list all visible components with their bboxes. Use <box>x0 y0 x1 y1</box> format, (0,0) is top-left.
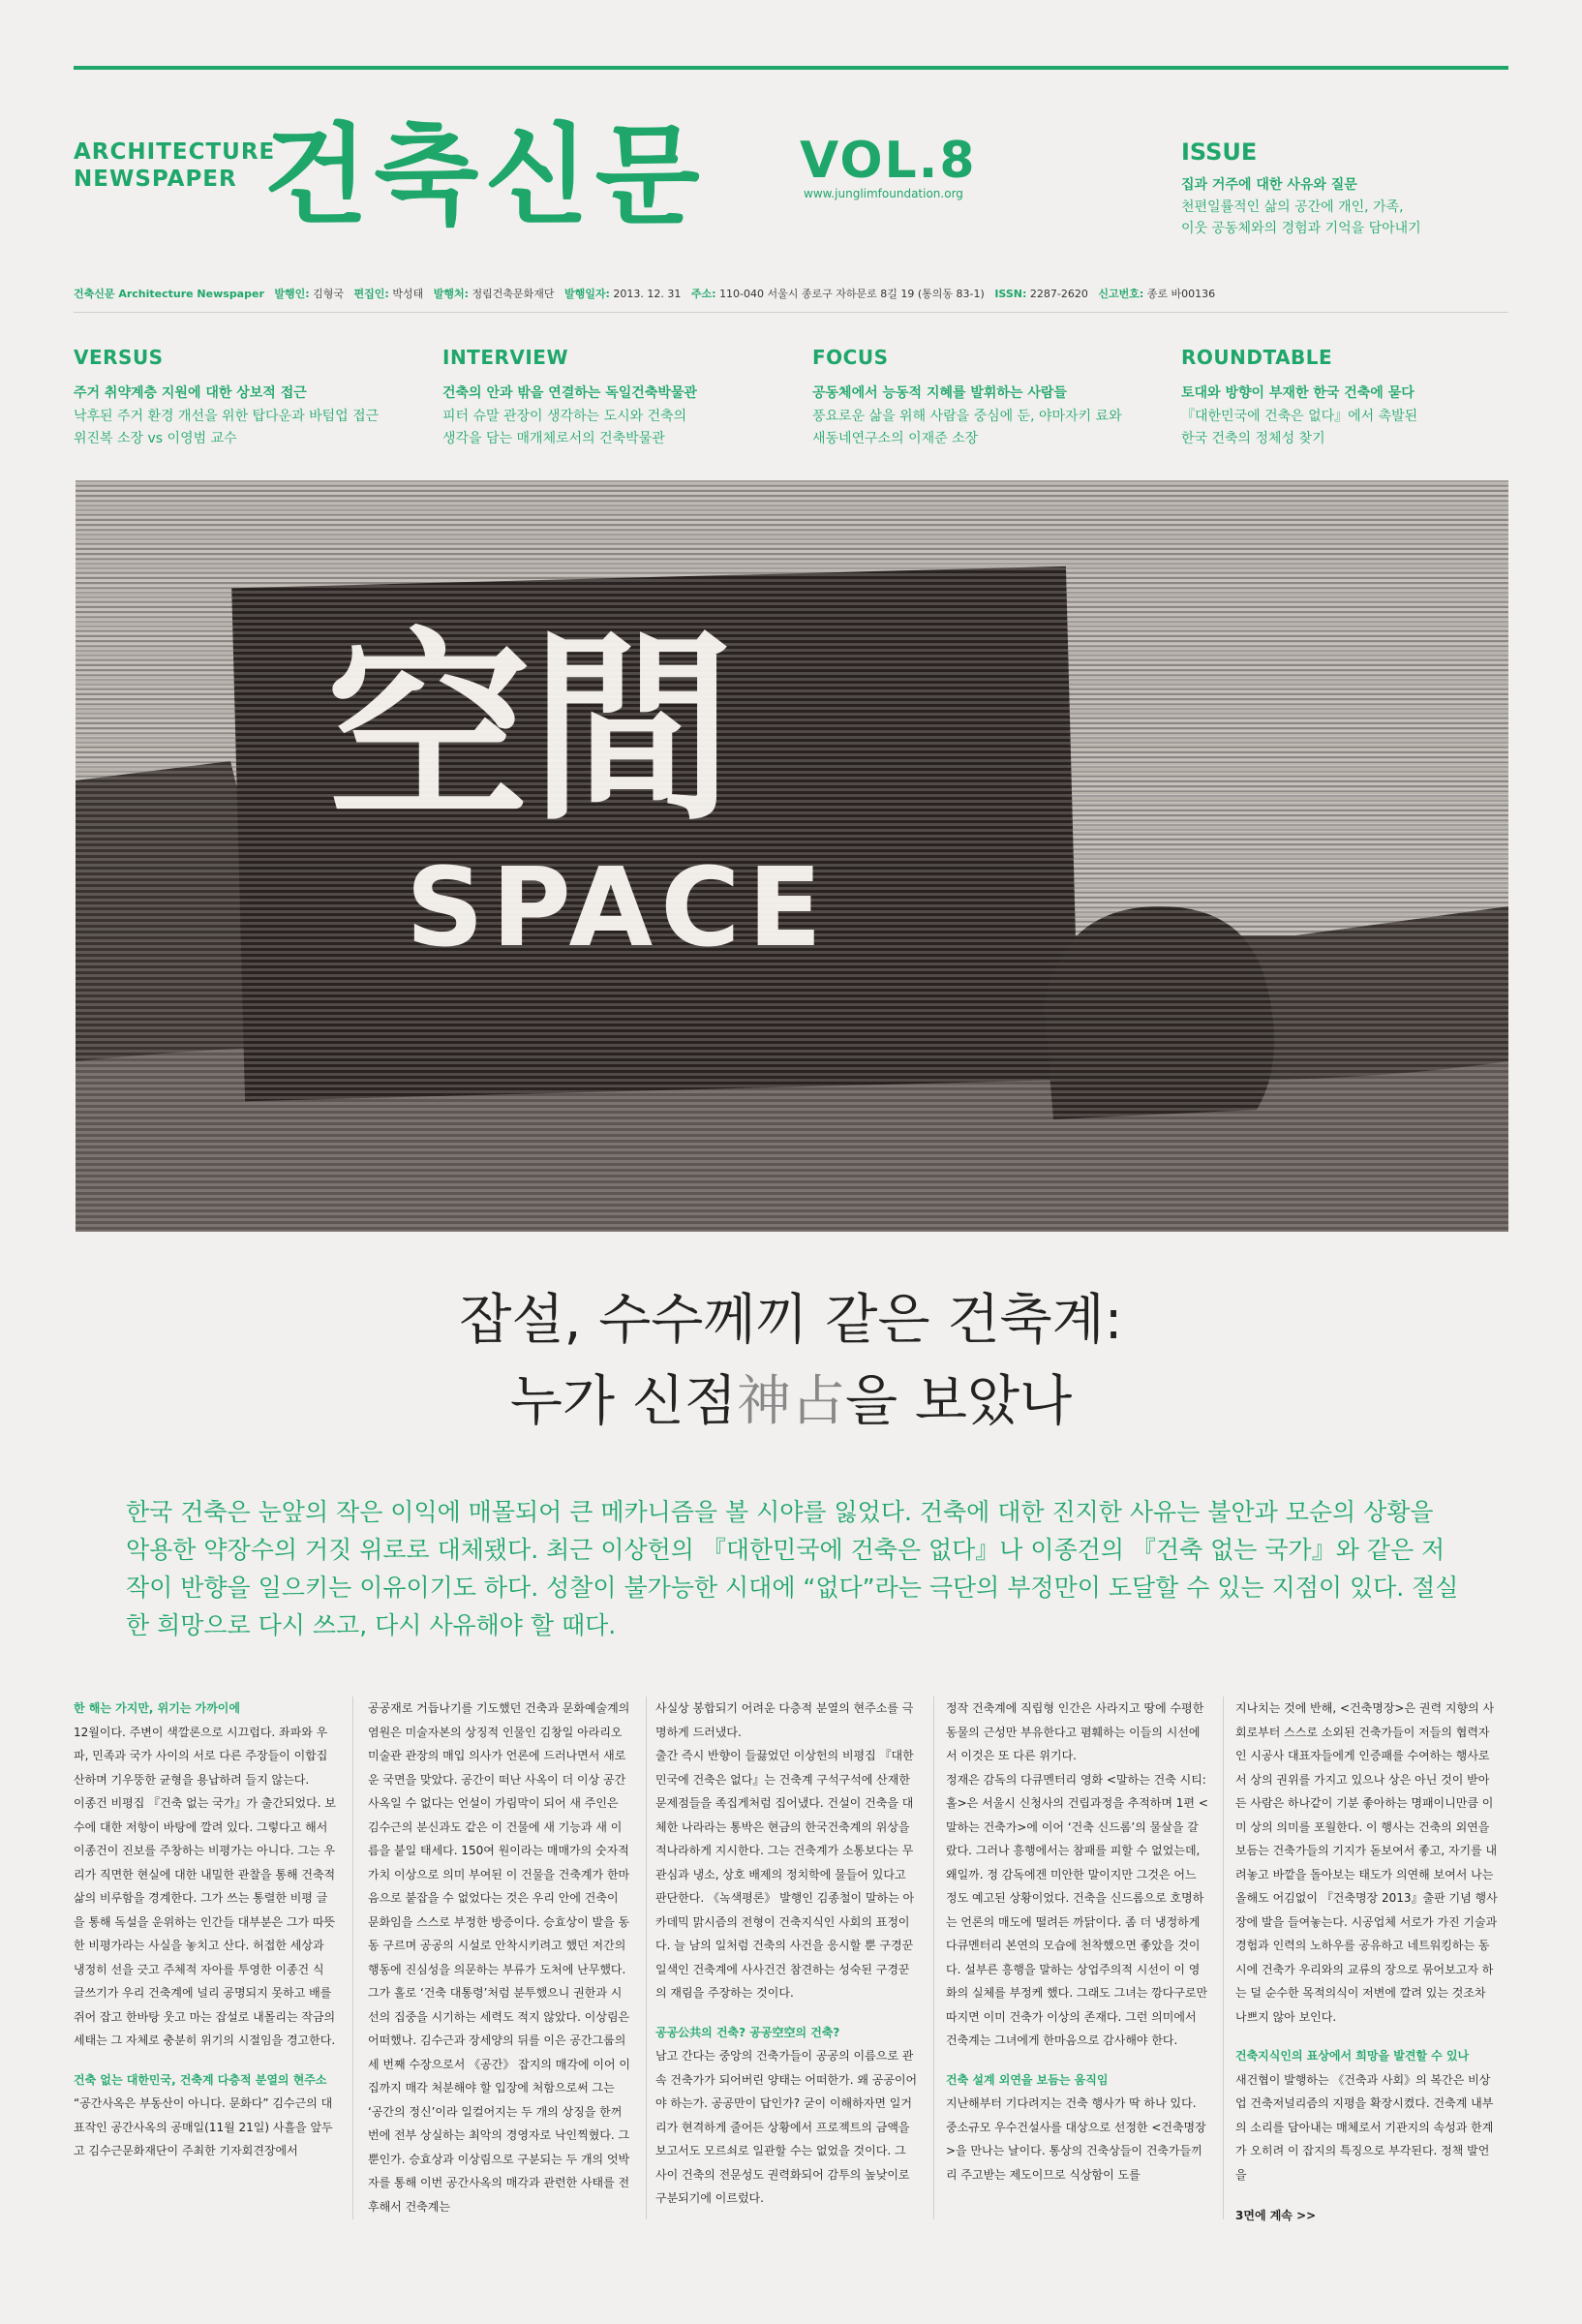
editor: 박성태 <box>392 288 424 300</box>
publisher: 김형국 <box>313 288 345 300</box>
date-label: 발행일자: <box>564 288 610 300</box>
section-headline: 주거 취약계층 지원에 대한 상보적 접근 <box>74 385 307 401</box>
column-subhead: 건축지식인의 표상에서 희망을 발견할 수 있나 <box>1235 2049 1470 2063</box>
masthead-info <box>74 286 1215 301</box>
section-body <box>1181 406 1520 450</box>
top-rule <box>74 66 1508 70</box>
headline-hanja: 神占 <box>737 1370 845 1433</box>
section-label: INTERVIEW <box>442 346 569 369</box>
headline-line2-start: 누가 신점 <box>509 1370 737 1433</box>
section-focus[interactable] <box>812 346 1151 450</box>
brand-english-line2: NEWSPAPER <box>74 167 237 192</box>
section-body <box>812 406 1151 450</box>
column-divider <box>1223 1697 1224 2219</box>
issuer: 정림건축문화재단 <box>472 288 555 300</box>
section-headline: 건축의 안과 밖을 연결하는 독일건축박물관 <box>442 385 697 401</box>
column-subhead: 한 해는 가지만, 위기는 가까이에 <box>74 1701 240 1715</box>
column-divider <box>646 1697 647 2219</box>
brand-korean-title: 건축신문 <box>263 113 706 239</box>
column-paragraph: 이종건 비평집 『건축 없는 국가』가 출간되었다. 보수에 대한 저항이 바탕에 깔려 있다. 그렇다고 해서 이종건이 진보를 주창하는 비평가는 아니다. 그는 우리가 직면한 현실에 대한 내밀한 관찰을 통해 건축적 삶의 비루함을 경계한다. 그가 쓰는 통렬한 비평 글을 통해 독설을 운위하는 인간들 대부분은 그가 따뜻한 비평가라는 사실을 놓치고 산다. 허접한 세상과 냉정히 선을 긋고 주체적 자아를 투영한 이종건 식 글쓰기가 우리 건축계에 널리 공명되지 못하고 배를 쥐어 잡고 한바탕 웃고 마는 잡설로 내몰리는 작금의 세태는 그 자체로 충분히 위기의 시절임을 경고한다. <box>74 1796 336 2047</box>
main-headline <box>0 1280 1582 1443</box>
issue-body-line2: 이웃 공동체와의 경험과 기억을 담아내기 <box>1181 221 1421 236</box>
column-paragraph: 출간 즉시 반향이 들끓었던 이상헌의 비평집 『대한민국에 건축은 없다』는 건축계 구석구석에 산재한 문제점들을 족집게처럼 집어냈다. 건설이 건축을 대체한 나라라는 통박은 현금의 한국건축계의 위상을 적나라하게 지시한다. 그는 건축계가 소통보다는 무관심과 냉소, 상호 배제의 정치학에 물들어 있다고 판단한다. 《녹색평론》 발행인 김종철이 말하는 아카데믹 맑시즘의 전형이 건축지식인 사회의 표정이다. 늘 남의 일처럼 건축의 사건을 응시할 뿐 구경꾼 일색인 건축계에 사사건건 참견하는 성숙된 구경꾼의 재림을 주장하는 것이다. <box>655 1749 915 2000</box>
section-label: VERSUS <box>74 346 164 369</box>
headline-line1: 잡설, 수수께끼 같은 건축계: <box>459 1289 1123 1352</box>
section-label: ROUNDTABLE <box>1181 346 1333 369</box>
body-column-2 <box>368 1697 631 2218</box>
column-paragraph: 12월이다. 주변이 색깔론으로 시끄럽다. 좌파와 우파, 민족과 국가 사이의 서로 다른 주장들이 이합집산하며 기우뚱한 균형을 용납하려 들지 않는다. <box>74 1725 328 1787</box>
section-body-line: 풍요로운 삶을 위해 사람을 중심에 둔, 야마자키 료와 <box>812 409 1122 424</box>
masthead-divider <box>74 312 1508 313</box>
column-paragraph: 공공재로 거듭나기를 기도했던 건축과 문화예술계의 염원은 미술자본의 상징적 인물인 김창일 아라리오 미술관 관장의 매입 의사가 언론에 드러나면서 새로운 국면을 맞았다. 공간이 떠난 사옥이 더 이상 공간사옥일 수 없다는 언설이 가림막이 되어 새 주인은 김수근의 분신과도 같은 이 건물에 새 기능과 새 이름을 붙일 태세다. 150여 원이라는 매매가의 숫자적 가치 이상으로 의미 부여된 이 건물을 건축계가 한마음으로 붙잡을 수 없었다는 것은 우리 안에 건축이 문화임을 스스로 부정한 방증이다. 승효상이 발을 동동 구르며 공공의 시설로 안착시키려고 했던 저간의 행동에 진심성을 의문하는 부류가 도처에 난무했다. 그가 홀로 ‘건축 대통령’처럼 분투했으니 권한과 시선의 집중을 시기하는 세력도 적지 않았다. 이상림은 어떠했나. 김수근과 장세양의 뒤를 이은 공간그룹의 세 번째 수장으로서 《공간》 잡지의 매각에 이어 이 집까지 매각 처분해야 할 입장에 처함으로써 그는 ‘공간의 정신’이라 일컬어지는 두 개의 상징을 한꺼번에 전부 상실하는 최악의 경영자로 낙인찍혔다. 그뿐인가. 승효상과 이상림으로 구분되는 두 개의 엇박자를 통해 이번 공간사옥의 매각과 관련한 사태를 전후해서 건축계는 <box>368 1701 630 2214</box>
section-body-line: 『대한민국에 건축은 없다』에서 촉발된 <box>1181 409 1418 424</box>
column-subhead: 공공公共의 건축? 공공空空의 건축? <box>655 2025 840 2039</box>
section-body <box>74 406 412 450</box>
brand-english <box>74 138 275 193</box>
section-body-line: 한국 건축의 정체성 찾기 <box>1181 431 1325 446</box>
section-interview[interactable] <box>442 346 781 450</box>
column-divider <box>933 1697 934 2219</box>
body-column-5 <box>1235 1697 1499 2228</box>
column-subhead: 건축 없는 대한민국, 건축계 다층적 분열의 현주소 <box>74 2072 327 2087</box>
cover-photo <box>76 480 1508 1232</box>
column-paragraph: 새건협이 발행하는 《건축과 사회》의 복간은 비상업 건축저널리즘의 지평을 확장시켰다. 건축계 내부의 소리를 담아내는 매체로서 기관지의 속성과 한계가 오히려 이 잡지의 특징으로 부각된다. 정책 발언을 <box>1235 2072 1494 2182</box>
volume-number: VOL.8 <box>800 132 977 190</box>
column-paragraph: “공간사옥은 부동산이 아니다. 문화다” 김수근의 대표작인 공간사옥의 공매일(11월 21일) 사흘을 앞두고 김수근문화재단이 주최한 기자회견장에서 <box>74 2096 333 2157</box>
section-headline: 토대와 방향이 부재한 한국 건축에 묻다 <box>1181 385 1415 401</box>
body-column-3 <box>655 1697 919 2211</box>
publisher-label: 발행인: <box>274 288 310 300</box>
column-paragraph: 지나치는 것에 반해, <건축명장>은 권력 지향의 사회로부터 스스로 소외된 건축가들이 저들의 협력자인 시공사 대표자들에게 인증패를 수여하는 행사로서 상의 권위를 가지고 있으나 상은 아닌 것이 받아든 사람은 하나같이 기분 좋아하는 명패이니만큼 이미 상의 의미를 포월한다. 이 행사는 건축의 외연을 보듬는 건축가들의 기지가 돋보여서 좋고, 자기를 내려놓고 바깥을 돌아보는 태도가 의연해 보여서 나는 올해도 어김없이 『건축명장 2013』출판 기념 행사장에 발을 들여놓는다. 시공업체 서로가 가진 기술과 경험과 인력의 노하우를 공유하고 네트워킹하는 동시에 건축가 우리와의 교류의 장으로 묶어보고자 하는 덜 순수한 목적의식이 저변에 깔려 있는 것조차 나쁘지 않아 보인다. <box>1235 1701 1498 2024</box>
continued-link[interactable]: 3면에 계속 >> <box>1235 2209 1317 2222</box>
issue-body-line1: 천편일률적인 삶의 공간에 개인, 가족, <box>1181 199 1404 215</box>
headline-line2 <box>0 1361 1582 1443</box>
section-headline: 공동체에서 능동적 지혜를 발휘하는 사람들 <box>812 385 1067 401</box>
lede-paragraph: 한국 건축은 눈앞의 작은 이익에 매몰되어 큰 메카니즘을 볼 시야를 잃었다. 건축에 대한 진지한 사유는 불안과 모순의 상황을 악용한 약장수의 거짓 위로로 대체됐다. 최근 이상헌의 『대한민국에 건축은 없다』나 이종건의 『건축 없는 국가』와 같은 저작이 반향을 일으키는 이유이기도 하다. 성찰이 불가능한 시대에 “없다”라는 극단의 부정만이 도달할 수 있는 지점이 있다. 절실한 희망으로 다시 쓰고, 다시 사유해야 할 때다. <box>126 1498 1459 1639</box>
headline-line2-end: 을 보았나 <box>845 1370 1073 1433</box>
body-column-4 <box>946 1697 1209 2186</box>
body-column-1 <box>74 1697 337 2163</box>
issn-label: ISSN: <box>994 288 1027 300</box>
column-paragraph: 정작 건축계에 직립형 인간은 사라지고 땅에 수평한 동물의 근성만 부유한다고 폄훼하는 이들의 시선에서 이것은 또 다른 위기다. <box>946 1701 1204 1762</box>
section-label: FOCUS <box>812 346 889 369</box>
column-divider <box>352 1697 353 2219</box>
section-versus[interactable] <box>74 346 412 450</box>
column-paragraph: 남고 간다는 중앙의 건축가들이 공공의 이름으로 관속 건축가가 되어버린 양태는 어떠한가. 왜 공공이어야 하는가. 공공만이 답인가? 굳이 이해하자면 일거리가 현격하게 줄어든 상황에서 프로젝트의 금액을 보고서도 모르쇠로 일관할 수는 없었을 것이다. 그 사이 건축의 전문성도 권력화되어 감투의 높낮이로 구분되기에 이르렀다. <box>655 2049 918 2205</box>
address: 110-040 서울시 종로구 자하문로 8길 19 (통의동 83-1) <box>719 288 985 300</box>
column-subhead: 건축 설계 외연을 보듬는 움직임 <box>946 2072 1109 2087</box>
address-label: 주소: <box>690 288 716 300</box>
section-body-line: 위진복 소장 vs 이영범 교수 <box>74 431 237 446</box>
issue-headline: 집과 거주에 대한 사유와 질문 <box>1181 177 1357 193</box>
masthead-title: 건축신문 Architecture Newspaper <box>74 288 264 300</box>
section-body-line: 피터 슈말 관장이 생각하는 도시와 건축의 <box>442 409 687 424</box>
issn: 2287-2620 <box>1029 288 1088 300</box>
section-body-line: 생각을 담는 매개체로서의 건축박물관 <box>442 431 665 446</box>
column-paragraph: 정재은 감독의 다큐멘터리 영화 <말하는 건축 시티:홀>은 서울시 신청사의 건립과정을 추적하며 1편 <말하는 건축가>에 이어 ‘건축 신드롬’의 물살을 갈랐다. 그러나 흥행에서는 참패를 피할 수 없었는데, 왜일까. 정 감독에겐 미안한 말이지만 그것은 어느 정도 예고된 상황이었다. 건축을 신드롬으로 호명하는 언론의 매도에 떨려든 까닭이다. 좀 더 냉정하게 다큐멘터리 본연의 모습에 천착했으면 좋았을 것이다. 설부른 흥행을 말하는 상업주의적 시선이 이 영화의 실체를 부정케 했다. 그래도 그녀는 깡다구로만 따지면 이미 건축가 이상의 존재다. 그런 의미에서 건축계는 그녀에게 한마음으로 감사해야 한다. <box>946 1772 1208 2047</box>
column-paragraph: 지난해부터 기다려지는 건축 행사가 딱 하나 있다. 중소규모 우수건설사를 대상으로 선정한 <건축명장>을 만나는 날이다. 통상의 건축상들이 건축가들끼리 주고받는 제도이므로 식상함이 도를 <box>946 2096 1206 2182</box>
editor-label: 편집인: <box>353 288 389 300</box>
column-paragraph: 사실상 봉합되기 어려운 다층적 분열의 현주소를 극명하게 드러냈다. <box>655 1701 914 1739</box>
website-link[interactable]: www.junglimfoundation.org <box>804 187 963 200</box>
registration-number: 종로 바00136 <box>1146 288 1216 300</box>
issue-body <box>1181 197 1491 239</box>
publish-date: 2013. 12. 31 <box>613 288 682 300</box>
section-body-line: 낙후된 주거 환경 개선을 위한 탑다운과 바텀업 접근 <box>74 409 380 424</box>
issuer-label: 발행처: <box>433 288 469 300</box>
section-roundtable[interactable] <box>1181 346 1520 450</box>
brand-english-line1: ARCHITECTURE <box>74 139 276 165</box>
registration-label: 신고번호: <box>1098 288 1144 300</box>
section-body-line: 새동네연구소의 이재준 소장 <box>812 431 979 446</box>
section-body <box>442 406 781 450</box>
issue-label: ISSUE <box>1181 138 1258 166</box>
